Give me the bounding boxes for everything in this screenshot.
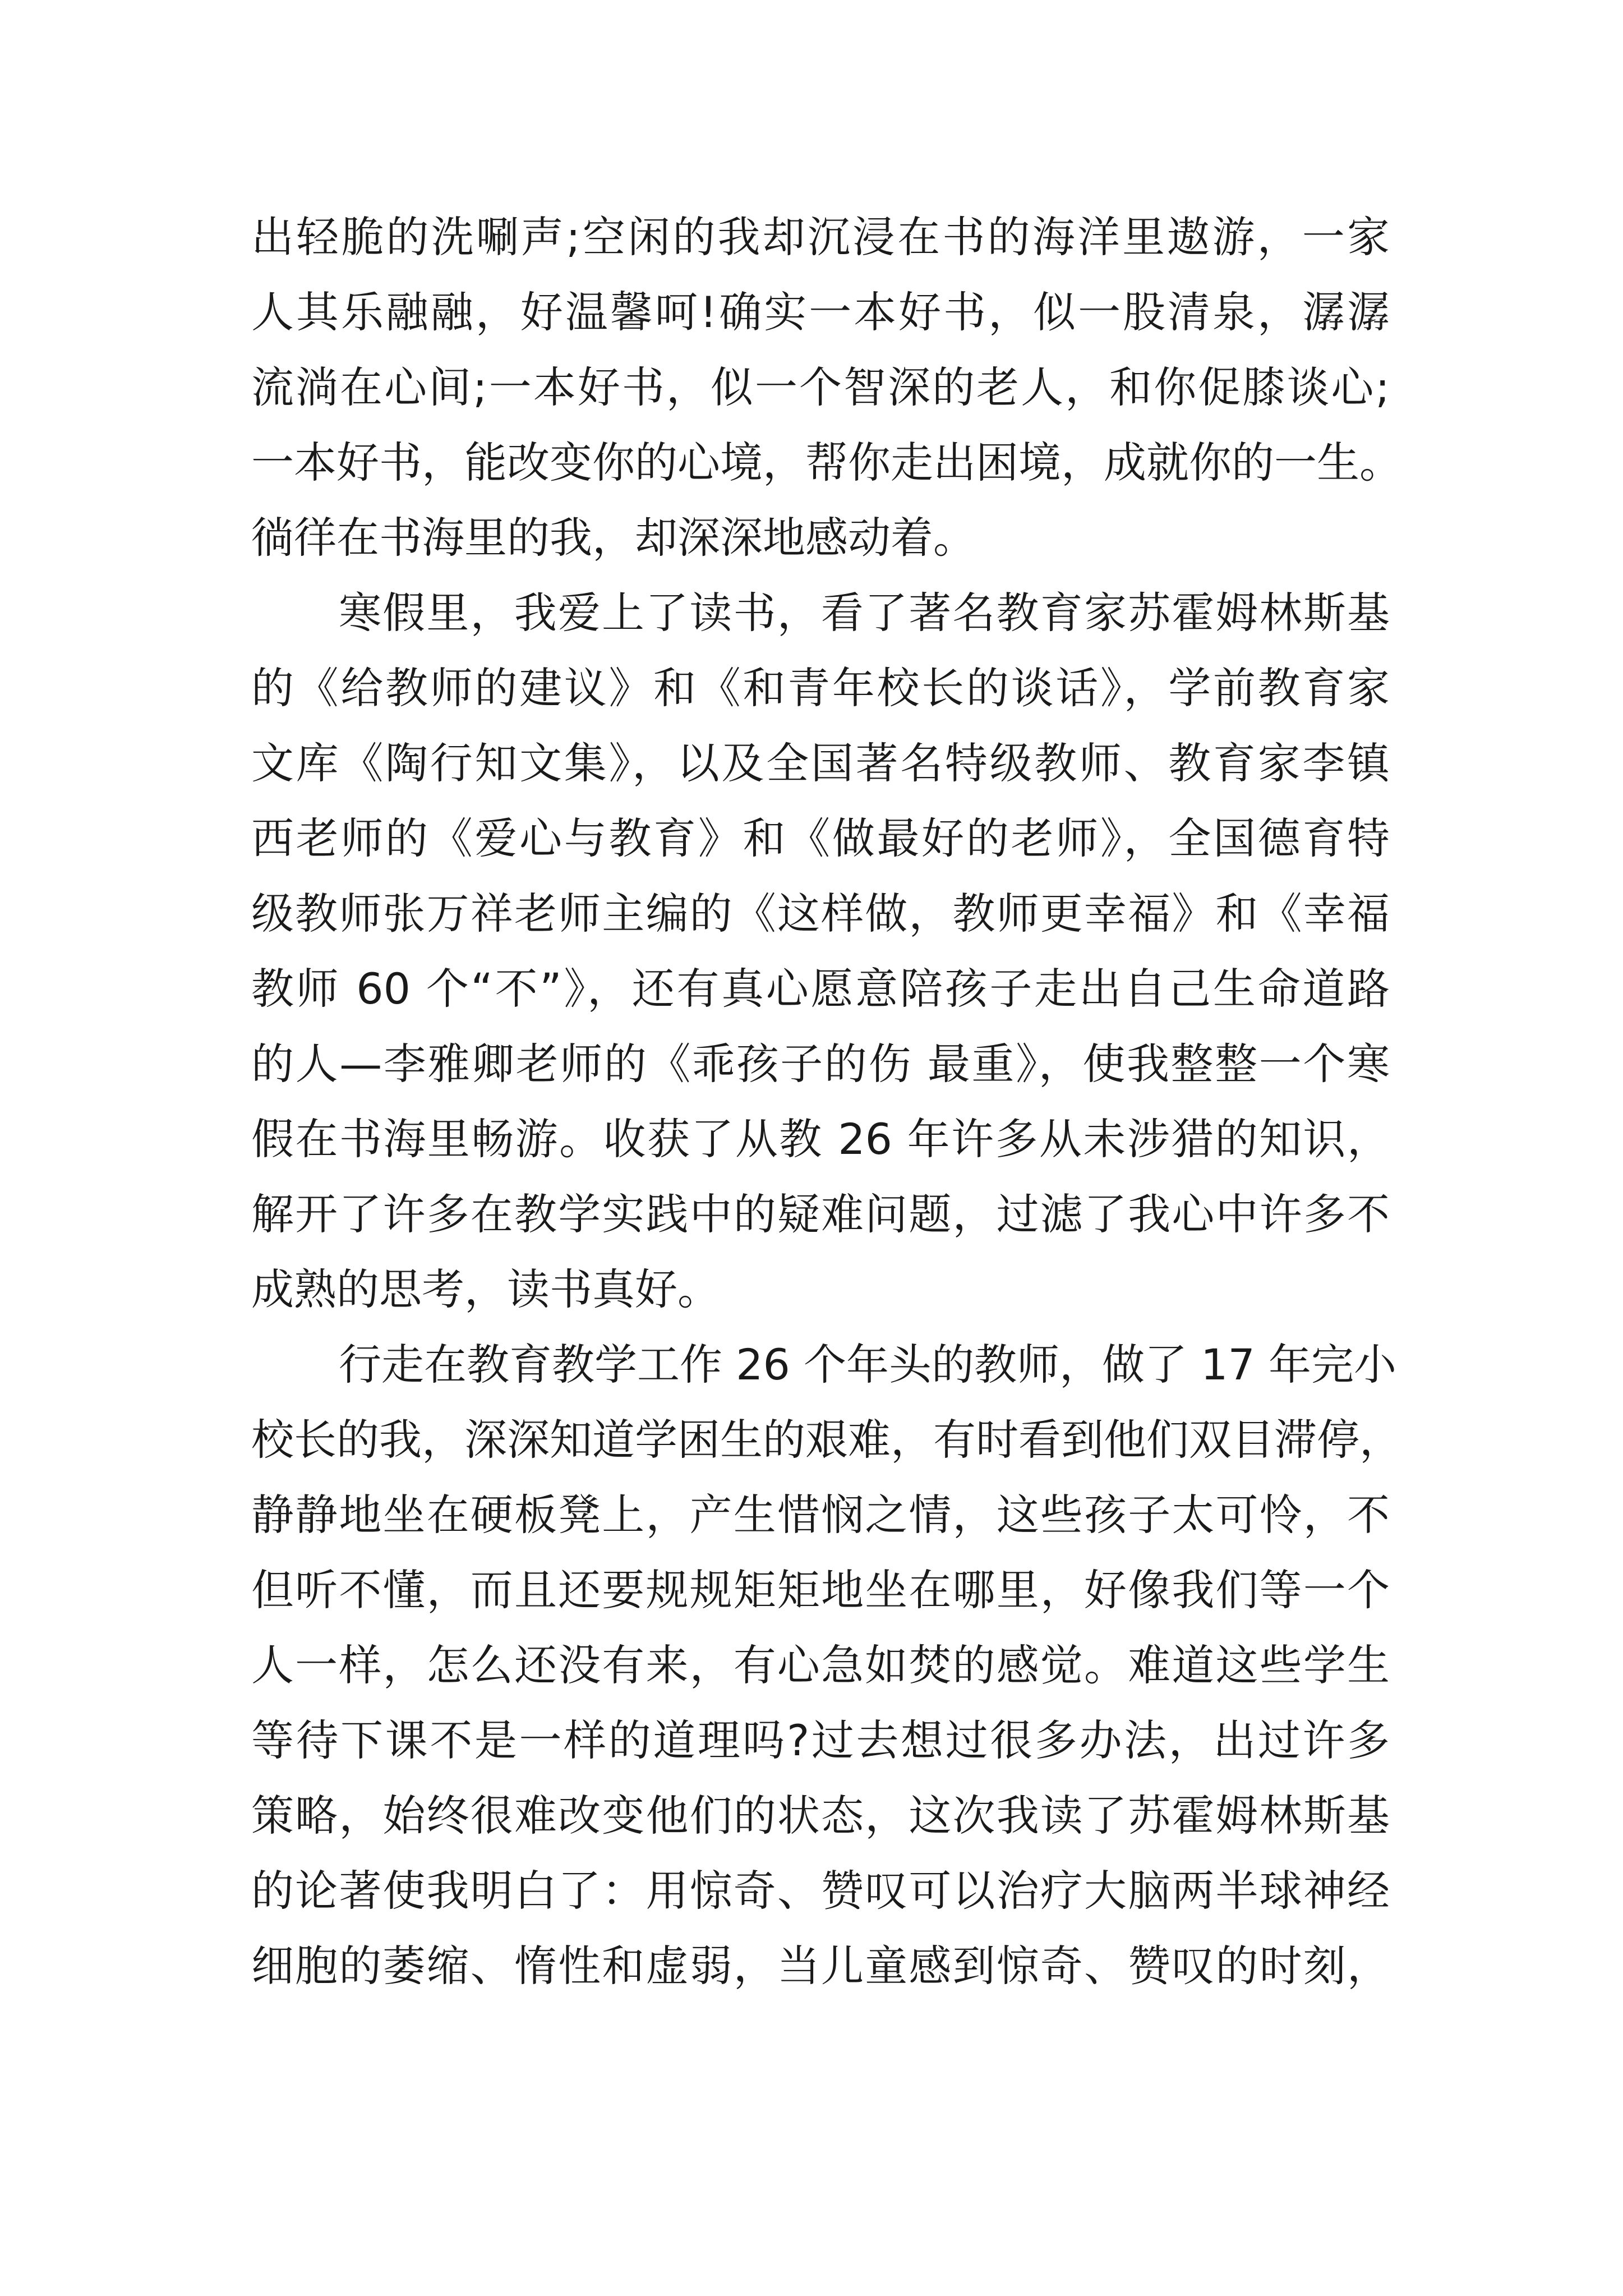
text-line: 徜徉在书海里的我，却深深地感动着。 (251, 513, 976, 563)
text-line: 文库《陶行知文集》，以及全国著名特级教师、教育家李镇 (251, 738, 1390, 788)
text-line: 教师 60 个“不”》，还有真心愿意陪孩子走出自己生命道路 (251, 964, 1390, 1014)
text-line: 流淌在心间;一本好书，似一个智深的老人，和你促膝谈心; (251, 362, 1390, 412)
text-line: 人其乐融融，好温馨呵!确实一本好书，似一股清泉，潺潺 (251, 287, 1390, 337)
text-line: 假在书海里畅游。收获了从教 26 年许多从未涉猎的知识， (251, 1114, 1390, 1164)
paragraph (251, 576, 1390, 1327)
text-line: 出轻脆的洗唰声;空闲的我却沉浸在书的海洋里遨游，一家 (251, 212, 1390, 262)
text-line: 级教师张万祥老师主编的《这样做，教师更幸福》和《幸福 (251, 889, 1390, 938)
text-line: 一本好书，能改变你的心境，帮你走出困境，成就你的一生。 (251, 438, 1402, 487)
text-line: 的论著使我明白了：用惊奇、赞叹可以治疗大脑两半球神经 (251, 1866, 1390, 1916)
text-line: 校长的我，深深知道学困生的艰难，有时看到他们双目滞停， (251, 1415, 1402, 1465)
text-line: 行走在教育教学工作 26 个年头的教师，做了 17 年完小 (339, 1340, 1397, 1389)
text-line: 寒假里，我爱上了读书，看了著名教育家苏霍姆林斯基 (339, 588, 1390, 638)
text-line: 策略，始终很难改变他们的状态，这次我读了苏霍姆林斯基 (251, 1791, 1390, 1841)
paragraph (251, 1327, 1402, 2004)
text-line: 但听不懂，而且还要规规矩矩地坐在哪里，好像我们等一个 (251, 1565, 1390, 1615)
text-line: 等待下课不是一样的道理吗?过去想过很多办法，出过许多 (251, 1715, 1390, 1765)
text-line: 的人—李雅卿老师的《乖孩子的伤 最重》，使我整整一个寒 (251, 1039, 1390, 1089)
text-line: 西老师的《爱心与教育》和《做最好的老师》，全国德育特 (251, 813, 1390, 863)
text-line: 的《给教师的建议》和《和青年校长的谈话》，学前教育家 (251, 663, 1390, 713)
text-line: 解开了许多在教学实践中的疑难问题，过滤了我心中许多不 (251, 1189, 1390, 1239)
text-line: 细胞的萎缩、惰性和虚弱，当儿童感到惊奇、赞叹的时刻， (251, 1941, 1390, 1991)
text-line: 人一样，怎么还没有来，有心急如焚的感觉。难道这些学生 (251, 1640, 1390, 1690)
paragraph (251, 200, 1402, 576)
text-line: 静静地坐在硬板凳上，产生惜悯之情，这些孩子太可怜，不 (251, 1490, 1390, 1540)
body-text (251, 200, 1402, 2004)
text-line: 成熟的思考，读书真好。 (251, 1264, 720, 1314)
